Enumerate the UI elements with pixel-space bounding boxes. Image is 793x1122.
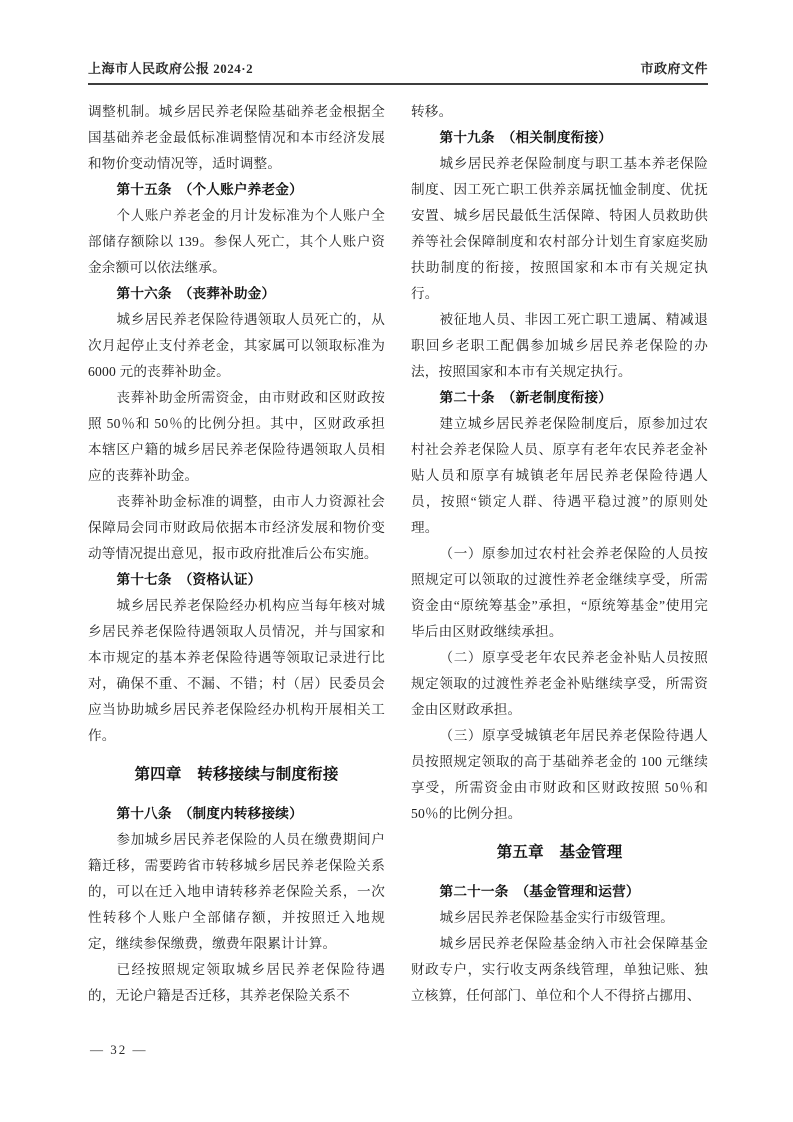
- paragraph: 城乡居民养老保险基金纳入市社会保障基金财政专户，实行收支两条线管理，单独记账、独立核算，任何部门、单位和个人不得挤占挪用、: [411, 936, 708, 1003]
- paragraph: 参加城乡居民养老保险的人员在缴费期间户籍迁移，需要跨省市转移城乡居民养老保险关系的，可以在迁入地申请转移养老保险关系，一次性转移个人账户全部储存额，并按照迁入地规定，继续参保缴费，缴费年限累计计算。: [88, 832, 385, 951]
- paragraph: 个人账户养老金的月计发标准为个人账户全部储存额除以 139。参保人死亡，其个人账户资金余额可以依法继承。: [88, 208, 385, 275]
- right-column: [411, 99, 708, 1009]
- chapter-heading: 第四章 转移接续与制度衔接: [134, 766, 339, 783]
- page-number: — 32 —: [90, 1042, 148, 1057]
- article-heading: 第十五条 （个人账户养老金）: [116, 182, 303, 197]
- chapter-heading: 第五章 基金管理: [496, 844, 623, 861]
- paragraph: 被征地人员、非因工死亡职工遗属、精减退职回乡老职工配偶参加城乡居民养老保险的办法，按照国家和本市有关规定执行。: [411, 312, 708, 379]
- paragraph: 城乡居民养老保险待遇领取人员死亡的，从次月起停止支付养老金，其家属可以领取标准为 6000 元的丧葬补助金。: [88, 312, 385, 379]
- page-header: [88, 58, 708, 77]
- article-heading: 第十八条 （制度内转移接续）: [116, 806, 303, 821]
- document-body: [88, 99, 708, 1009]
- section-label: 市政府文件: [640, 61, 708, 76]
- left-column: [88, 99, 385, 1009]
- article-heading: 第二十一条 （基金管理和运营）: [439, 884, 640, 899]
- header-rule: [88, 83, 708, 85]
- page-footer: [90, 1042, 148, 1058]
- article-heading: 第二十条 （新老制度衔接）: [439, 390, 613, 405]
- paragraph: （三）原享受城镇老年居民养老保险待遇人员按照规定领取的高于基础养老金的 100 元继续享受，所需资金由市财政和区财政按照 50％和 50％的比例分担。: [411, 728, 708, 821]
- gazette-title: 上海市人民政府公报 2024·2: [88, 61, 254, 76]
- paragraph: 城乡居民养老保险制度与职工基本养老保险制度、因工死亡职工供养亲属抚恤金制度、优抚安置、城乡居民最低生活保障、特困人员救助供养等社会保障制度和农村部分计划生育家庭奖励扶助制度的衔接，按照国家和本市有关规定执行。: [411, 156, 708, 301]
- paragraph: 调整机制。城乡居民养老保险基础养老金根据全国基础养老金最低标准调整情况和本市经济发展和物价变动情况等，适时调整。: [88, 104, 385, 171]
- paragraph: 丧葬补助金所需资金，由市财政和区财政按照 50％和 50％的比例分担。其中，区财政承担本辖区户籍的城乡居民养老保险待遇领取人员相应的丧葬补助金。: [88, 390, 385, 483]
- article-heading: 第十六条 （丧葬补助金）: [116, 286, 276, 301]
- paragraph: 建立城乡居民养老保险制度后，原参加过农村社会养老保险人员、原享有老年农民养老金补贴人员和原享有城镇老年居民养老保险待遇人员，按照“锁定人群、待遇平稳过渡”的原则处理。: [411, 416, 708, 535]
- article-heading: 第十九条 （相关制度衔接）: [439, 130, 613, 145]
- paragraph: 转移。: [411, 104, 453, 119]
- paragraph: 城乡居民养老保险经办机构应当每年核对城乡居民养老保险待遇领取人员情况，并与国家和本市规定的基本养老保险待遇等领取记录进行比对，确保不重、不漏、不错；村（居）民委员会应当协助城乡居民养老保险经办机构开展相关工作。: [88, 598, 385, 743]
- article-heading: 第十七条 （资格认证）: [116, 572, 262, 587]
- paragraph: 丧葬补助金标准的调整，由市人力资源社会保障局会同市财政局依据本市经济发展和物价变动等情况提出意见，报市政府批准后公布实施。: [88, 494, 385, 561]
- paragraph: （一）原参加过农村社会养老保险的人员按照规定可以领取的过渡性养老金继续享受，所需资金由“原统筹基金”承担，“原统筹基金”使用完毕后由区财政继续承担。: [411, 546, 708, 639]
- paragraph: 城乡居民养老保险基金实行市级管理。: [439, 910, 675, 925]
- paragraph: 已经按照规定领取城乡居民养老保险待遇的，无论户籍是否迁移，其养老保险关系不: [88, 962, 385, 1003]
- paragraph: （二）原享受老年农民养老金补贴人员按照规定领取的过渡性养老金补贴继续享受，所需资金由区财政承担。: [411, 650, 708, 717]
